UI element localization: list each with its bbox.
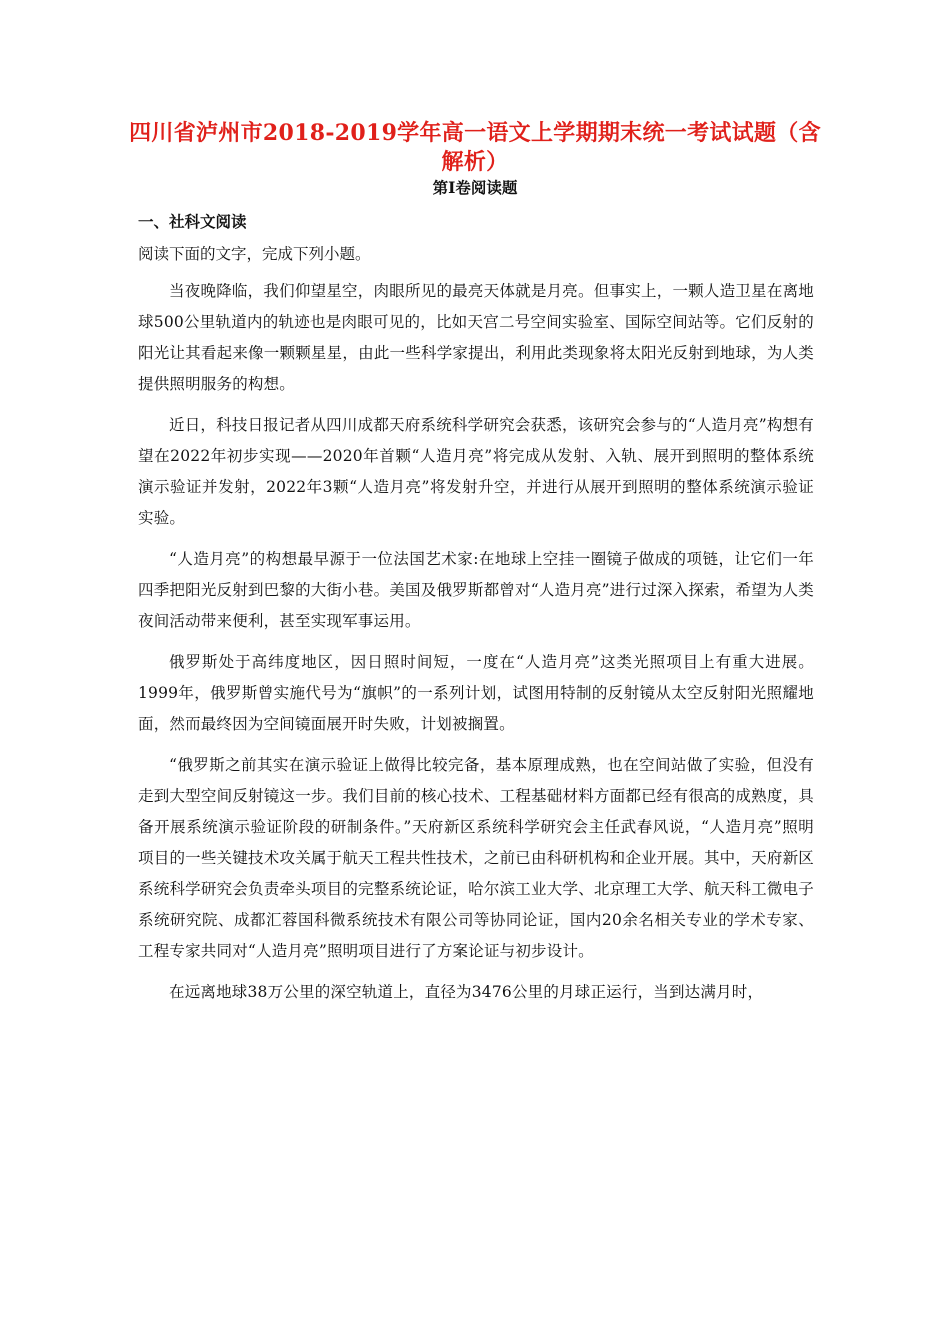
paragraph: 近日，科技日报记者从四川成都天府系统科学研究会获悉，该研究会参与的“人造月亮”构想有望在2022年初步实现——2020年首颗“人造月亮”将完成从发射、入轨、展开到照明的整体系统演示验证并发射，2022年3颗“人造月亮”将发射升空，并进行从展开到照明的整体系统演示验证实验。 [138,416,814,527]
part-heading: 一、社科文阅读 [138,212,247,231]
article-body [138,276,814,1018]
paragraph: “俄罗斯之前其实在演示验证上做得比较完备，基本原理成熟，也在空间站做了实验，但没有走到大型空间反射镜这一步。我们目前的核心技术、工程基础材料方面都已经有很高的成熟度，具备开展系统演示验证阶段的研制条件。”天府新区系统科学研究会主任武春风说，“人造月亮”照明项目的一些关键技术攻关属于航天工程共性技术，之前已由科研机构和企业开展。其中，天府新区系统科学研究会负责牵头项目的完整系统论证，哈尔滨工业大学、北京理工大学、航天科工微电子系统研究院、成都汇蓉国科微系统技术有限公司等协同论证，国内20余名相关专业的学术专家、工程专家共同对“人造月亮”照明项目进行了方案论证与初步设计。 [138,756,814,960]
paragraph: 当夜晚降临，我们仰望星空，肉眼所见的最亮天体就是月亮。但事实上，一颗人造卫星在离地球500公里轨道内的轨迹也是肉眼可见的，比如天宫二号空间实验室、国际空间站等。它们反射的阳光让其看起来像一颗颗星星，由此一些科学家提出，利用此类现象将太阳光反射到地球，为人类提供照明服务的构想。 [138,282,814,393]
reading-instruction: 阅读下面的文字，完成下列小题。 [138,245,371,263]
document-title: 四川省泸州市2018-2019学年高一语文上学期期末统一考试试题（含解析） [129,120,821,175]
paragraph: “人造月亮”的构想最早源于一位法国艺术家:在地球上空挂一圈镜子做成的项链，让它们一年四季把阳光反射到巴黎的大街小巷。美国及俄罗斯都曾对“人造月亮”进行过深入探索，希望为人类夜间活动带来便利，甚至实现军事运用。 [138,550,814,630]
paragraph: 俄罗斯处于高纬度地区，因日照时间短，一度在“人造月亮”这类光照项目上有重大进展。1999年，俄罗斯曾实施代号为“旗帜”的一系列计划，试图用特制的反射镜从太空反射阳光照耀地面，然而最终因为空间镜面展开时失败，计划被搁置。 [138,653,814,733]
section-title: 第Ⅰ卷阅读题 [432,178,518,197]
paragraph: 在远离地球38万公里的深空轨道上，直径为3476公里的月球正运行，当到达满月时， [169,983,764,1001]
